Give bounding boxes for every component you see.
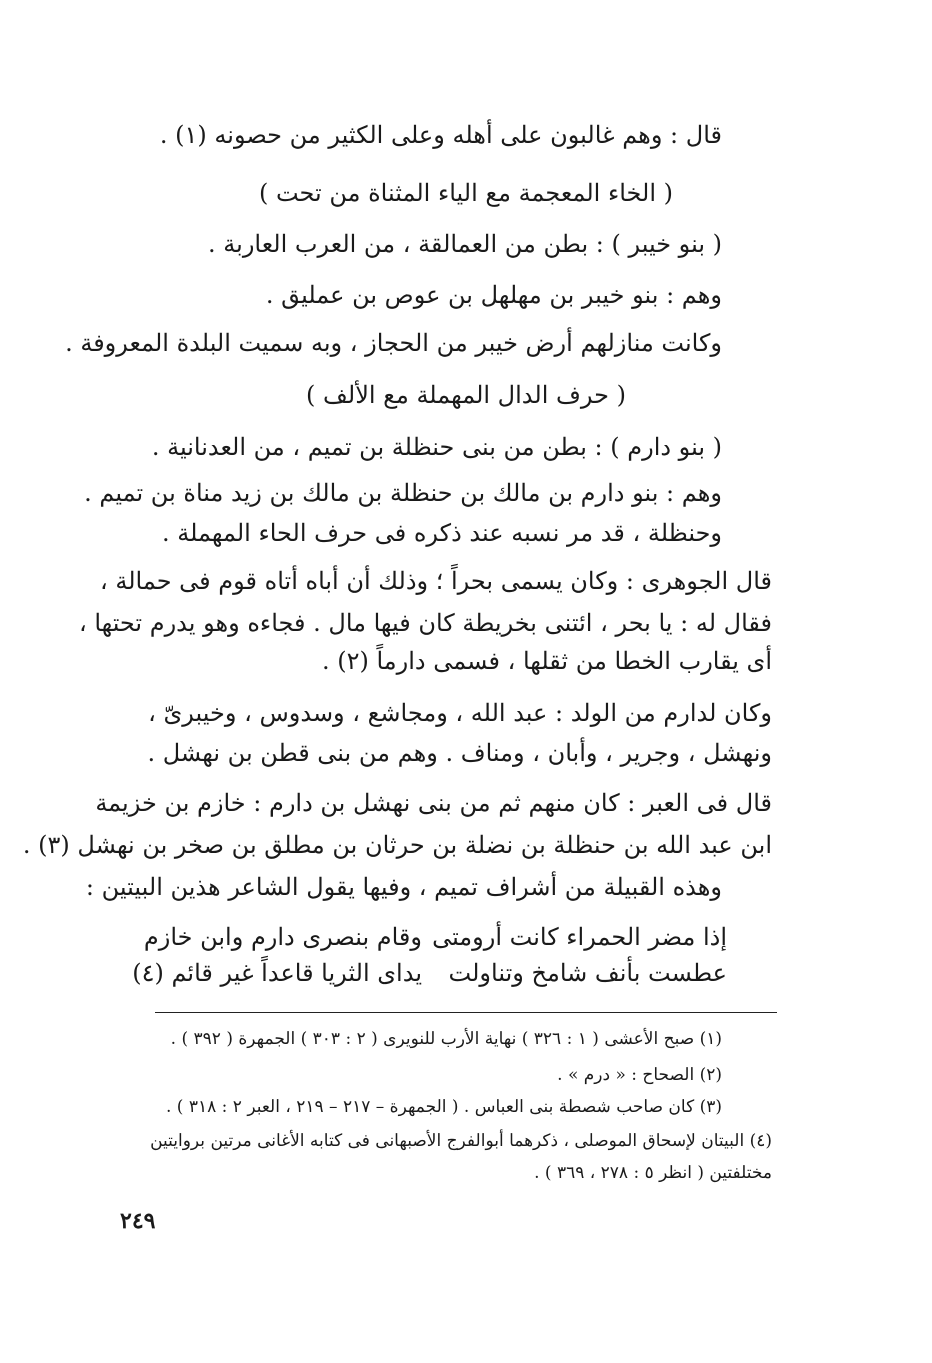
footnote-divider xyxy=(155,1012,777,1013)
body-line: وكانت منازلهم أرض خيبر من الحجاز ، وبه سميت البلدة المعروفة . xyxy=(65,329,722,357)
body-line: ( بنو دارم ) : بطن من بنى حنظلة بن تميم ، من العدنانية . xyxy=(151,433,722,461)
section-heading: ( الخاء المعجمة مع الياء المثناة من تحت ) xyxy=(258,179,674,207)
body-line: وكان لدارم من الولد : عبد الله ، ومجاشع ، وسدوس ، وخيبرىّ ، xyxy=(148,699,772,727)
footnote: (٢) الصحاح : « درم » . xyxy=(557,1065,722,1085)
body-line: فقال له : يا بحر ، ائتنى بخريطة كان فيها مال . فجاءه وهو يدرم تحتها ، xyxy=(78,609,772,637)
body-line: ( بنو خيبر ) : بطن من العمالقة ، من العرب العاربة . xyxy=(208,230,722,258)
verse-first-hemistich: إذا مضر الحمراء كانت أرومتى xyxy=(432,923,727,951)
body-line: ونهشل ، وجرير ، وأبان ، ومناف . وهم من بنى قطن بن نهشل . xyxy=(147,739,772,767)
body-line: وهذه القبيلة من أشراف تميم ، وفيها يقول الشاعر هذين البيتين : xyxy=(85,873,722,901)
section-heading: ( حرف الدال المهملة مع الألف ) xyxy=(306,381,626,409)
verse-second-hemistich: يداى الثريا قاعداً غير قائم (٤) xyxy=(132,959,422,987)
page-number: ٢٤٩ xyxy=(120,1208,156,1234)
footnote: (٣) كان صاحب شصطة بنى العباس . ( الجمهرة – ٢١٧ – ٢١٩ ، العبر ٢ : ٣١٨ ) . xyxy=(165,1097,722,1117)
footnote: (٤) البيتان لإسحاق الموصلى ، ذكرهما أبوالفرج الأصبهانى فى كتابه الأغانى مرتين بروايتين xyxy=(150,1131,772,1151)
verse-first-hemistich: عطست بأنف شامخ وتناولت xyxy=(448,959,727,987)
footnote-continuation: مختلفتين ( انظر ٥ : ٢٧٨ ، ٣٦٩ ) . xyxy=(534,1163,772,1183)
body-line: قال فى العبر : كان منهم ثم من بنى نهشل بن دارم : خازم بن خزيمة xyxy=(95,789,772,817)
body-line: وحنظلة ، قد مر نسبه عند ذكره فى حرف الحاء المهملة . xyxy=(161,519,722,547)
footnote: (١) صبح الأعشى ( ١ : ٣٢٦ ) نهاية الأرب للنويرى ( ٢ : ٣٠٣ ) الجمهرة ( ٣٩٢ ) . xyxy=(170,1029,722,1049)
body-line: وهم : بنو دارم بن مالك بن حنظلة بن مالك بن زيد مناة بن تميم . xyxy=(84,479,722,507)
body-line: أى يقارب الخطا من ثقلها ، فسمى دارماً (٢) . xyxy=(321,647,772,675)
body-line: ابن عبد الله بن حنظلة بن نضلة بن حرثان بن مطلق بن صخر بن نهشل (٣) . xyxy=(22,831,772,859)
body-line: قال الجوهرى : وكان يسمى بحراً ؛ وذلك أن أباه أتاه قوم فى حمالة ، xyxy=(99,567,772,595)
body-line: قال : وهم غالبون على أهله وعلى الكثير من حصونه (١) . xyxy=(159,121,722,149)
verse-second-hemistich: وقام بنصرى دارم وابن خازم xyxy=(143,923,422,951)
body-line: وهم : بنو خيبر بن مهلهل بن عوص بن عمليق . xyxy=(265,281,722,309)
